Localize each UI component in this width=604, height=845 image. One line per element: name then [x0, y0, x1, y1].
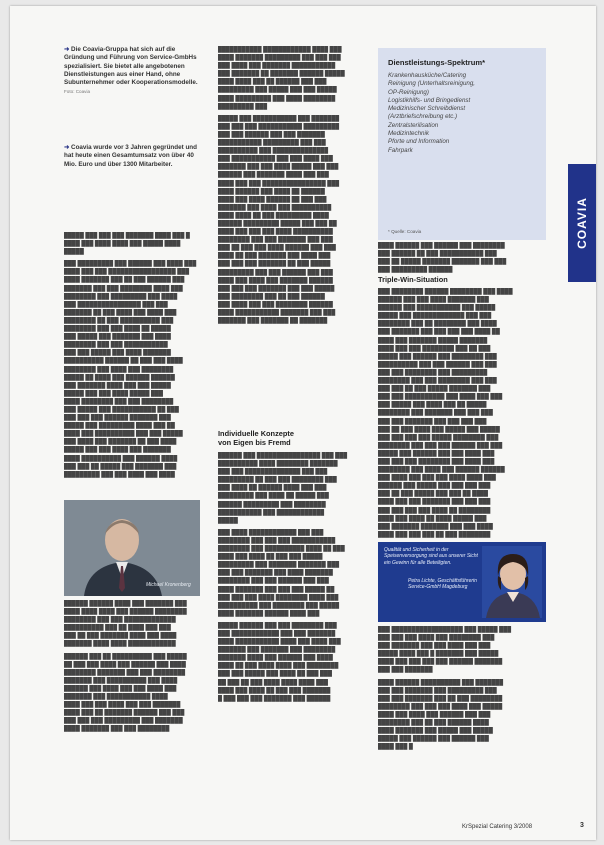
spectrum-item: Zentralsterilisation: [388, 121, 439, 129]
spectrum-item: Medizinischer Schreibdienst: [388, 105, 466, 113]
body-column-1a: █████ ███ ███ ███ ███████ ████ ███ █ ████ ███ ████ ████ ███ █████ ████ █████ ███ █████████ ███ ██████ ███ ████ ███ ████ ███ ███ █████████████████ ███ ████ ███████ ███ ██ ███ ██████ ███ ███████ ███ ███ ████████ ████ ███ ████████ ███ █████████ ███ ████ ███ ████████████████ ███ ███ ███████ ██ ███ ████ ███ ████ ███ ████████ ██ ███ ██████████ ███ ████████ ███ ███ ████ ██ █████ ███ █████ ███ ███████ ███ ████ ████████ ███ ███ ███████████ ███ ███ █████ ███ ████ ███████ ██████████ ██████ ██ ███ ███ ████ ████████ ███ ████ ███ ████████ █████ ██ ████ ███ ██████ ██████ ███ ███████ ████ ███ ███ █████ █████ ███ ███ ████ █████ ███ ████ ████████ ███ ███ ████████ ███ █████ ███ ███████████ ██ ███ ███ ███ ███ ██████ ███████ ███ █████ ███ █████████ ████ ███ ██ ████ ███ ██████████ ███ ███ █████ ███ ████ ███ ███████ ██ ███ ████ █████ ███ ███ ████ ███ ███████ ████ ██████████ ███ ██████ ████ ███ ███ ██ █████ ███ ███████ ███ █████████ ███ ███ ████ ███ ████: [64, 233, 197, 478]
arrow-icon: ➜: [64, 46, 70, 53]
magazine-page: [10, 6, 596, 840]
portrait-petra: [482, 546, 542, 618]
spectrum-item: Pforte und Information: [388, 138, 450, 146]
body-column-2a: ███████████ ████████████ ████ ███ ████ ███████ █████████ ███ ███ ███ ███ ████ ███ ███████ ███████████ ███ ███████ ██ ███████ ██████ █████ ████ ████ ███ ██ ██████ ███ ███ █████████ ███ █████ ███ ███ █████ ████ █████████ ███ ████ ████████ █████████ ███ █████ ███ ███████████ ███ ███████ ███ ███ ███ ███████████ █████████ ███ ███ ██████ ███ ███ ███████ ███████████ █████████ ███ ███ ██████████ ███ ██████████████ ███ ███████████ ███ ███ ████ ███ ███████ ███ ███ ████ █████ ███ ███ ██████ ███ ███████ ████ ███ ███ ████ ███ ███ ████████████████ ███ ████ ██████ ███ ████ ██ ██████ ████ ███ ████ ██████ ██ ███ ███ ███████ ███ ████ ███ ██████████ ████ ████ ██ ███ █████████ ████ ██████ █████████ █████ ███ ███ ██ ████ ███ ███ ███ ████ ██████████ ████████ ███ ███ ███████ ███ ███ ███ ██ ███ ███ ████ ██████ ███ ███ ████ ██ ███ ███████ ███ ████ ███ ███ ███ ███ ███████ ██ ███ █████ █████████ ███ ███ ██████ ███ ███ ████ ███ ████ ███ ███████ ██████ ███ ███ ███ ███████ ███ ███ █████ ███ ████████ ███ ██ ███ ██████ ███ ████ ███ ███ ████████ ██████ ████ ███████████ ███████ ███ ███ ███████ ███ ███████ ██ ███████: [218, 47, 345, 325]
spectrum-item: OP-Reinigung): [388, 88, 429, 96]
body-column-2b: ██████ ███ ████████████████ ███ ███ ██████████ ████ ████████ ███████ ███ ███ ██████████████ ███ ███ █████████ ██ ███ ███ ████████ ███ ███ ████ ██ ██████ ████ ███ ███ █████████ ███ ████ ██ █████ ███ ██████ █████████ ███ ████████ ███████████ ███ ████████████ █████ ███ ████ ████████████ ███ ███ ████████ ███ ███ ███ ███████████ ████████ ███ ██████████ ████ ██ ███ ████ ███ ████ ██ ███ ███ █████ █████████ ███ ███████ ███████ ███ ███ ███ ███████ ███ ████ ███████ ████████ ███ ███ ██████ ███ ███ ████ ███████ ███ ███ ███ █████ ██ ███ ███ ███ ████ ████████ ████ ███ ██████████ ███ ████████ ███ █████ ████ ███████ ██████ ████ ███ █████ ██████ ███ ███ ████████ ███ ███ ████████████ ███ ███ ███████ ████ ███████████ ████ ███ ████ ███ ███████ ███ ███████ ███ ████████ ███████ ████ ███ ██████ ███ ████ ████ ██ ███ ████ ████ ███ ████████ ███ ███ █████ ███ ████ ██ ███ ███ ██ ███ ██ ███ ████ ████ ████ ███ ████ ███ ████ ██ ███ ███ ███████ █ ███ ███ ███ ███████ ███ ██████: [218, 453, 348, 702]
spectrum-title: Dienstleistungs-Spektrum*: [388, 58, 486, 67]
services-spectrum-box: [378, 48, 546, 240]
quote-author: Petra Lichte, Geschäftsführerin Service-GmbH Magdeburg: [408, 578, 477, 591]
spectrum-source: * Quelle: Coavia: [388, 229, 422, 234]
spectrum-item: Logistikhilfs- und Bringedienst: [388, 96, 471, 104]
spectrum-item: (Arztbriefschreibung etc.): [388, 113, 458, 121]
spectrum-item: Krankenhausküche/Catering: [388, 72, 467, 79]
heading-triple-block: [378, 276, 538, 285]
spectrum-item: Medizintechnik: [388, 130, 429, 138]
section-heading: [218, 430, 366, 447]
footer-publication: KrSpezial Catering 3/2008: [462, 824, 533, 830]
quote-photo-box: [378, 542, 546, 622]
spectrum-item: Fahrpark: [388, 146, 413, 154]
brand-label: COAVIA: [575, 197, 589, 249]
quote-text: Qualität und Sicherheit in der Speisenversorgung sind aus unserer Sicht ein Gewinn für alle Beteiligten.: [384, 547, 478, 566]
heading-line-1: Individuelle Konzepte: [218, 430, 294, 438]
portrait-photo-michael: [64, 500, 200, 596]
callout-coavia-revenue: [64, 144, 204, 169]
section-heading: Triple-Win-Situation: [378, 275, 448, 284]
arrow-icon: ➜: [64, 144, 70, 151]
photo-caption: Michael Kronenberg: [146, 582, 191, 588]
page-number: 3: [580, 822, 584, 829]
heading-eigen-block: [218, 430, 366, 447]
body-column-3b: ███ ████████ ██████ ████████ ███ ████ ██████ ███ ███ ████ ███████ ███ ██████ ███ ███████████ ███ █████ █████ ███ █████████████ ███ ███ ████████ ███ ██ ████████ ███ ████ ███ ███████ ███ ███ ███ ███ ████ ██ ████ ███ ███████ █████ ███████ ████ ███ ███ ████████ ███ ██ ███ █████ ███ ██████ ███ ████████ ███ ██████████ ███ ███ ██████ ███ ███ ███ ███ ████████ ███ █████████ ████████ ███ ███ ████████ ███ ███ ███ ███ ██ ███ █████ ███████ ███ ███ ███ ██████████ ███ ████ ███ ███ ███ █████ ███ ████ ███ ██ █████ ████████ ███ ███████ ███ ███ ███ ███ ███ ███████ ███ ███ ███ ███ ███ ██ ███ ████ ███ █████ ███ █████ ███ ███ ███ ███ █████ ████████ ███ ████████ ███ ███ ███ ██████ ███ ███ █████ ███ ██████ ███ ███ ████ ███ ███ ███ ███ ████████ ███ ████ ███ ████████ ███ ████ ███ ██████ ██████ ███ ████ ███ ███ ███ ████ ████ ███ ██████ ███ █████ ███ ███ ███ ███ ███ ██ ███ █████ ███ ███ ██ ████ ████ ███ ███ ███████ ███ ███ ███ ███ ███ ███ ███ ████ ██ ████████ ████ ███ ████ ██ ████ █████ ███ ███ ███████ ███████ ███ ███ ████ ████ ███ ███ ███ ██ ███ ████████: [378, 289, 513, 538]
heading-line-2: von Eigen bis Fremd: [218, 438, 291, 447]
spectrum-list: [388, 72, 475, 155]
brand-tab: [568, 164, 596, 282]
spectrum-item: Reinigung (Unterhaltsreinigung,: [388, 80, 476, 88]
callout-text: ➜ Die Coavia-Gruppa hat sich auf die Gründung und Führung von Service-GmbHs spezialisiert. Sie bietet alle angebotenen Dienstleistungen aus einer Hand, ohne Subunternehmer oder Kooperationsmodelle.: [64, 46, 198, 87]
body-column-1b: ██████ ██████ ████ ███ ███████ ███ ████ ████ ████ ███ ██████ ████████ ████████ ███ ███ █████████████ ██████████ ███ ██ ████ ███ ███ ███ ██ ███ ███████ ████ ███ ████ ███████ ████ ████ ████████████ ██████ ███ ██ ██████████ ███ █████ ██ ███ ███ ████ ███ ██████ ███ ████ ████████ ███████ ███ ███ ████████ ███████ ███ ██████████ ███ ████ ██████ ███ ████ ███ ███ ████ ███ ███████ ███ ███████████ ████ ████ ███ ███ ████ ███ ███ ███████ ████ ███ ██ ███████ ██████ ███ ███ ███ ███ ███ █████████ ███ ███████ ████ ███████ ███ ███ ████████: [64, 601, 187, 733]
photo-source: Foto: Coavia: [64, 89, 91, 95]
body-column-3c: ███ ██████████████████ ███ █████ ███ ███ ███ ███ ████ ███ ████████ ███ ███ ███████ ███ ███ ████ ███ ███ █████ ████ ███ █ ███████ ███ █████ ████ ███ ███ ███ ███ ██████ ███████ ███ ███ ███████ ████ ██████ ██████████ ███ ███████ ███ ███ ███████ ███ █████████ ███ ███ ███ ███████ ███ ██ ███ ████████ ████████ ███ ███ ███ ████ ███ █████ ████ ███ ████ ███ ██████ ███ ███ ████████ ███ ██ ███ ██████ ████ ████ ███████ ███ █████ ███ █████ █████ ███ ██████ ███ ██████ ███ ████ ███ █: [378, 627, 512, 751]
body-column-3a: ████ ██████ ███ ██████ ███ ████████ ███ ██████ ██ ███ ███████████ ███ ███ ██ █████ ███████ ███████ ███ ███ ███ █████████ ██████: [378, 243, 507, 274]
callout-text: ➜ Coavia wurde vor 3 Jahren gegründet und hat heute einen Gesamtumsatz von über 40 Mio. Euro und über 1300 Mitarbeiter.: [64, 144, 197, 168]
callout-coavia-group: [64, 46, 204, 94]
